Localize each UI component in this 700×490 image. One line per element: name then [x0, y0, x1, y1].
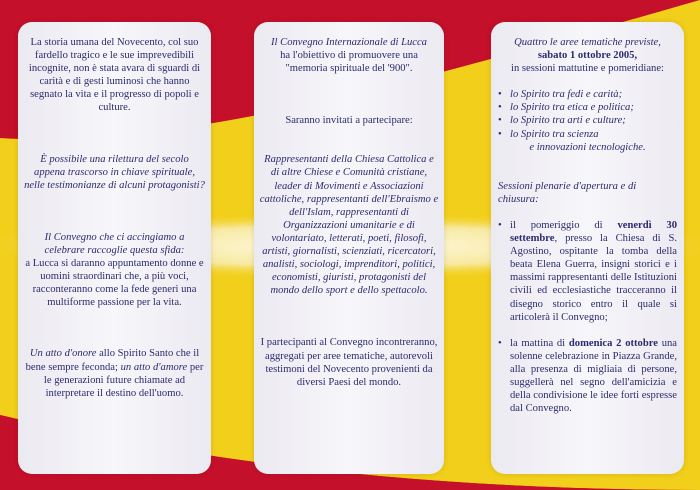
col3-date: sabato 1 ottobre 2005, — [537, 50, 638, 62]
col1-honour-rest: allo Spirito Santo che il bene sempre feconda; — [25, 348, 200, 373]
closing-lead: la mattina di — [510, 337, 569, 349]
opening-lead: il pomeriggio di — [510, 219, 618, 231]
plenary-item-closing — [498, 337, 677, 416]
topic-item — [498, 101, 677, 114]
col2-participants: Rappresentanti della Chiesa Cattolica e di altre Chiese e Comunità cristiane, leader di Movimenti e Associazioni cattoliche, rappresentanti dell'Ebraismo e dell'Islam, rappresentanti di Organizzazioni umanitarie e di volontariato, letterati, poeti, filosofi, artisti, giornalisti, scienziati, ricercatori, analisti, sociologi, imprenditori, politici, economisti, giuristi, protagonisti del mondo dello sport e dello spettacolo. — [259, 154, 439, 297]
col2-title: Il Convegno Internazionale di Lucca — [271, 37, 427, 48]
topic-label: lo Spirito tra arti e culture; — [510, 115, 626, 127]
topic-item — [498, 114, 677, 127]
topic-list — [498, 88, 677, 140]
col1-closing — [24, 347, 205, 399]
col2-objective: ha l'obiettivo di promuovere una "memoria spirituale del '900". — [280, 50, 418, 75]
topic-item — [498, 88, 677, 101]
closing-date: domenica 2 ottobre — [568, 337, 658, 349]
opening-text: , presso la Chiesa di S. Agostino, ospitante la tomba della beata Elena Guerra, insigni storici e i massimi rappresentanti delle Istituzioni civili ed ecclesiastiche tracceranno il disegno storico entro il quale si articolerà il Convegno; — [510, 233, 677, 323]
column-2-panel — [254, 22, 444, 474]
plenary-item-opening — [498, 219, 677, 324]
col3-intro: Quattro le aree tematiche previste, — [514, 37, 661, 48]
col1-honour: Un atto d'onore — [29, 348, 97, 360]
col1-love-rest: per le generazioni future chiamate ad interpretare il destino dell'uomo. — [43, 361, 204, 399]
col2-invited: Saranno invitati a partecipare: — [285, 115, 413, 127]
column-1-panel — [18, 22, 211, 474]
bullet-icon: • — [498, 102, 502, 114]
topic-label: lo Spirito tra fedi e carità; — [510, 89, 623, 101]
col3-sessions: in sessioni mattutine e pomeridiane: — [511, 63, 664, 75]
topic-label: lo Spirito tra scienza — [510, 128, 599, 140]
col3-plenary: Sessioni plenarie d'apertura e di chiusura: — [498, 180, 637, 205]
bullet-icon: • — [498, 128, 502, 140]
topic-item — [498, 128, 677, 141]
bullet-icon: • — [498, 89, 502, 101]
bullet-icon: • — [498, 115, 502, 127]
bullet-icon: • — [498, 337, 502, 349]
topic-label: lo Spirito tra etica e politica; — [510, 102, 634, 114]
col1-lucca: a Lucca si daranno appuntamento donne e uomini straordinari che, a più voci, racconteranno come la fede generi una multiforme passione per la vita. — [25, 258, 204, 309]
col1-love: un atto d'amore — [120, 361, 188, 373]
col1-intro: La storia umana del Novecento, col suo fardello tragico e le sue imprevedibili incognite, non è stata avara di sguardi di carità e di gesti luminosi che hanno segnato la vita e il progresso di popoli e culture. — [28, 37, 201, 114]
topic-continuation: e innovazioni tecnologiche. — [529, 141, 646, 153]
col1-challenge: Il Convegno che ci accingiamo a celebrare raccoglie questa sfida: — [44, 231, 185, 256]
column-3-panel — [491, 22, 684, 474]
bullet-icon: • — [498, 219, 502, 231]
closing-text: una solenne celebrazione in Piazza Grande, alla presenza di migliaia di persone, suggellerà nel segno dell'amicizia e della condivisione le idee forti espresse dal Convegno. — [510, 337, 677, 415]
col1-question: È possibile una rilettura del secolo appena trascorso in chiave spirituale, nelle testimonianze di alcuni protagonisti? — [24, 153, 205, 191]
opening-date: venerdì 30 settembre — [510, 219, 678, 245]
col2-meeting: I partecipanti al Convegno incontreranno, aggregati per aree tematiche, autorevoli testimoni del Novecento provenienti da diversi Paesi del mondo. — [260, 337, 438, 388]
